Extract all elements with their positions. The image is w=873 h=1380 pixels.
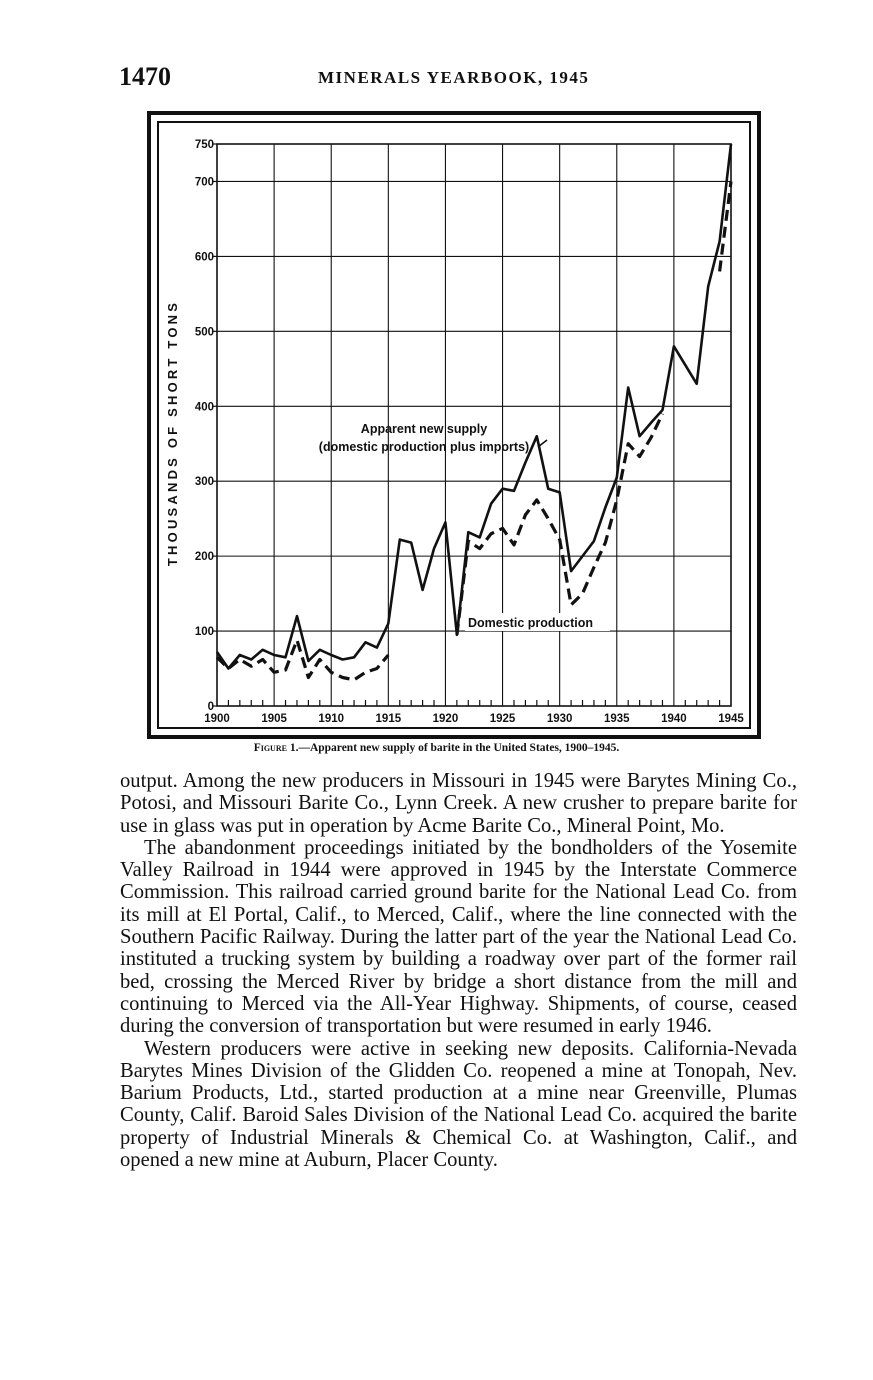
- x-tick-label: 1905: [261, 713, 287, 725]
- y-tick-label: 600: [194, 251, 214, 264]
- y-tick-label: 500: [194, 326, 214, 339]
- y-tick-label: 300: [194, 476, 214, 489]
- y-tick-label: 400: [194, 401, 214, 414]
- x-tick-label: 1910: [318, 713, 345, 725]
- x-tick-label: 1930: [546, 713, 573, 725]
- y-tick-label: 700: [194, 176, 214, 189]
- page-number: 1470: [119, 62, 171, 91]
- x-tick-label: 1920: [432, 713, 459, 725]
- y-tick-label: 0: [207, 701, 214, 713]
- body-text: [120, 770, 797, 1171]
- domestic-annotation: Domestic production: [468, 616, 594, 630]
- paragraph-3: Western producers were active in seeking new deposits. California-Nevada Barytes Mines Division of the Glidden Co. reopened a mine at Tonopah, Nev. Barium Products, Ltd., started production at a mine near Greenville, Plumas County, Calif. Baroid Sales Division of the National Lead Co. acquired the barite property of Industrial Minerals & Chemical Co. at Washington, Calif., and opened a new mine at Auburn, Placer County.: [120, 1037, 797, 1172]
- x-tick-label: 1925: [489, 713, 516, 725]
- running-title: MINERALS YEARBOOK, 1945: [318, 68, 590, 87]
- y-tick-label: 100: [194, 626, 214, 639]
- y-axis-label: THOUSANDS OF SHORT TONS: [165, 299, 180, 567]
- caption-label: Figure 1.: [253, 742, 299, 754]
- x-tick-label: 1915: [375, 713, 402, 725]
- x-tick-label: 1940: [661, 713, 687, 725]
- paragraph-2: The abandonment proceedings initiated by the bondholders of the Yosemite Valley Railroad in 1944 were approved in 1945 by the Interstate Commerce Commission. This railroad carried ground barite for the National Lead Co. from its mill at El Portal, Calif., to Merced, Calif., where the line connected with the Southern Pacific Railway. During the latter part of the year the National Lead Co. instituted a trucking system by building a roadway over part of the former rail bed, crossing the Merced River by bridge a short distance from the mill and continuing to Merced via the All-Year Highway. Shipments, of course, ceased during the conversion of transportation but were resumed in early 1946.: [120, 836, 797, 1038]
- y-tick-label: 750: [194, 139, 214, 151]
- figure-caption: [0, 742, 873, 754]
- x-tick-label: 1945: [718, 713, 744, 725]
- supply-annotation-line1: Apparent new supply: [360, 422, 488, 436]
- paragraph-1: output. Among the new producers in Missouri in 1945 were Barytes Mining Co., Potosi, and Missouri Barite Co., Lynn Creek. A new crusher to prepare barite for use in glass was put in operation by Acme Barite Co., Mineral Point, Mo.: [120, 770, 797, 837]
- caption-text: —Apparent new supply of barite in the United States, 1900–1945.: [298, 742, 620, 754]
- x-tick-label: 1935: [603, 713, 630, 725]
- x-tick-label: 1900: [204, 713, 230, 725]
- supply-annotation-line2: (domestic production plus imports): [318, 440, 530, 454]
- chart-series: [217, 144, 731, 680]
- y-tick-label: 200: [194, 551, 214, 564]
